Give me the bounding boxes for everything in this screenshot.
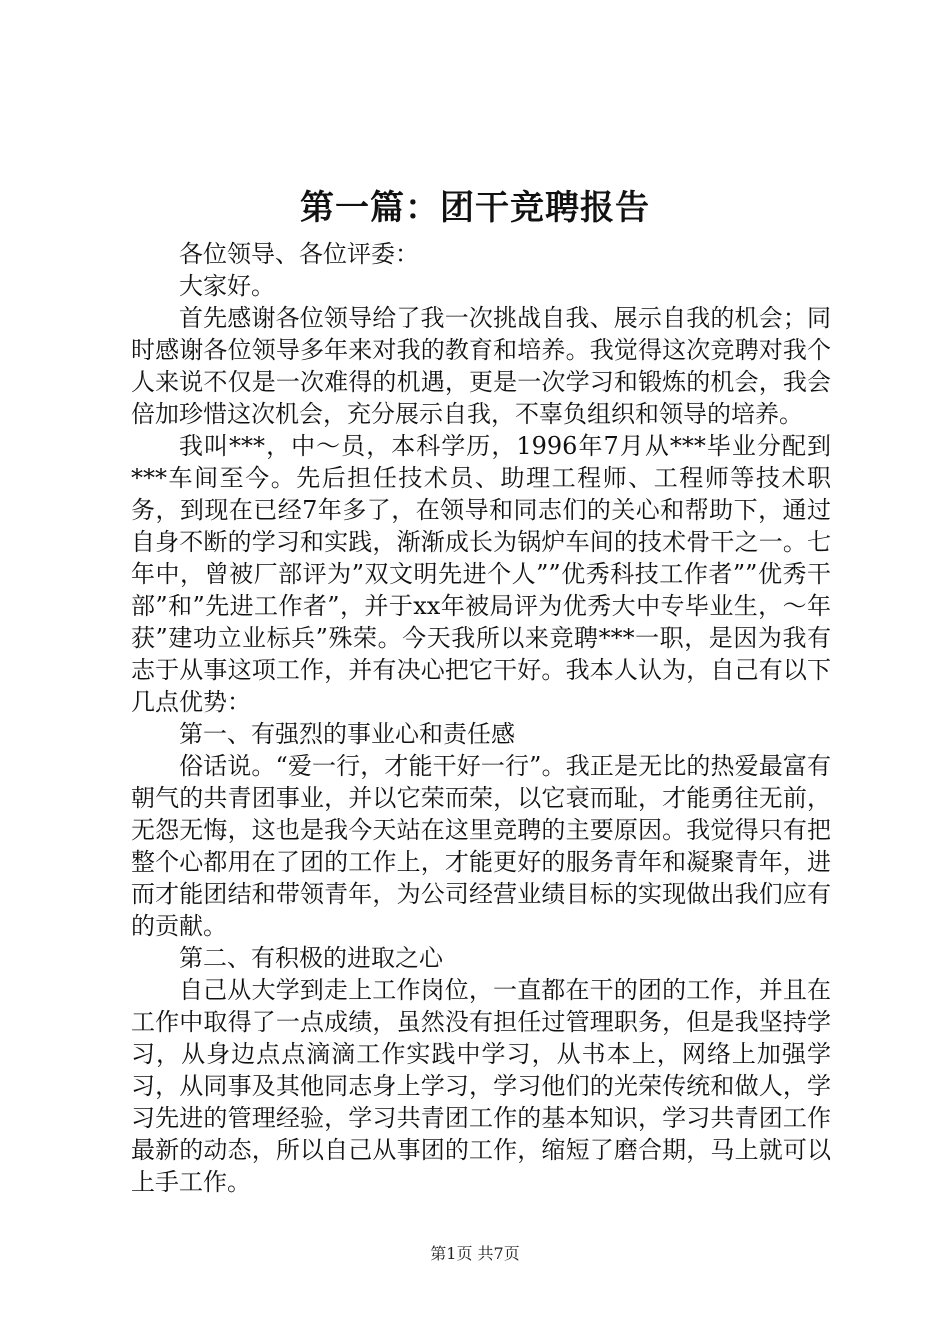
- document-title: 第一篇：团干竞聘报告: [300, 188, 650, 228]
- page-footer: 第1页 共7页: [430, 1244, 520, 1263]
- paragraph-introduction: 我叫***，中～员，本科学历，1996年7月从***毕业分配到***车间至今。先后担任技术员、助理工程师、工程师等技术职务，到现在已经7年多了，在领导和同志们的关心和帮助下，通过自身不断的学习和实践，渐渐成长为锅炉车间的技术骨干之一。七年中，曾被厂部评为”双文明先进个人””优秀科技工作者””优秀干部”和”先进工作者”，并于xx年被局评为优秀大中专毕业生，～年获”建功立业标兵”殊荣。今天我所以来竞聘***一职，是因为我有志于从事这项工作，并有决心把它干好。我本人认为，自己有以下几点优势：: [131, 432, 831, 716]
- paragraph-thanks: 首先感谢各位领导给了我一次挑战自我、展示自我的机会；同时感谢各位领导多年来对我的教育和培养。我觉得这次竞聘对我个人来说不仅是一次难得的机遇，更是一次学习和锻炼的机会，我会倍加珍惜这次机会，充分展示自我，不辜负组织和领导的培养。: [131, 304, 831, 428]
- section-heading-1: 第一、有强烈的事业心和责任感: [179, 720, 515, 748]
- salutation: 各位领导、各位评委：: [179, 240, 419, 268]
- paragraph-section-2: 自己从大学到走上工作岗位，一直都在干的团的工作，并且在工作中取得了一点成绩，虽然没有担任过管理职务，但是我坚持学习，从身边点点滴滴工作实践中学习，从书本上，网络上加强学习，从同事及其他同志身上学习，学习他们的光荣传统和做人，学习先进的管理经验，学习共青团工作的基本知识，学习共青团工作最新的动态，所以自己从事团的工作，缩短了磨合期，马上就可以上手工作。: [131, 976, 831, 1196]
- document-body: [131, 238, 831, 1198]
- section-heading-2: 第二、有积极的进取之心: [179, 944, 443, 972]
- greeting: 大家好。: [179, 272, 275, 300]
- paragraph-section-1: 俗话说。“爱一行，才能干好一行”。我正是无比的热爱最富有朝气的共青团事业，并以它荣而荣，以它衰而耻，才能勇往无前，无怨无悔，这也是我今天站在这里竞聘的主要原因。我觉得只有把整个心都用在了团的工作上，才能更好的服务青年和凝聚青年，进而才能团结和带领青年，为公司经营业绩目标的实现做出我们应有的贡献。: [131, 752, 831, 940]
